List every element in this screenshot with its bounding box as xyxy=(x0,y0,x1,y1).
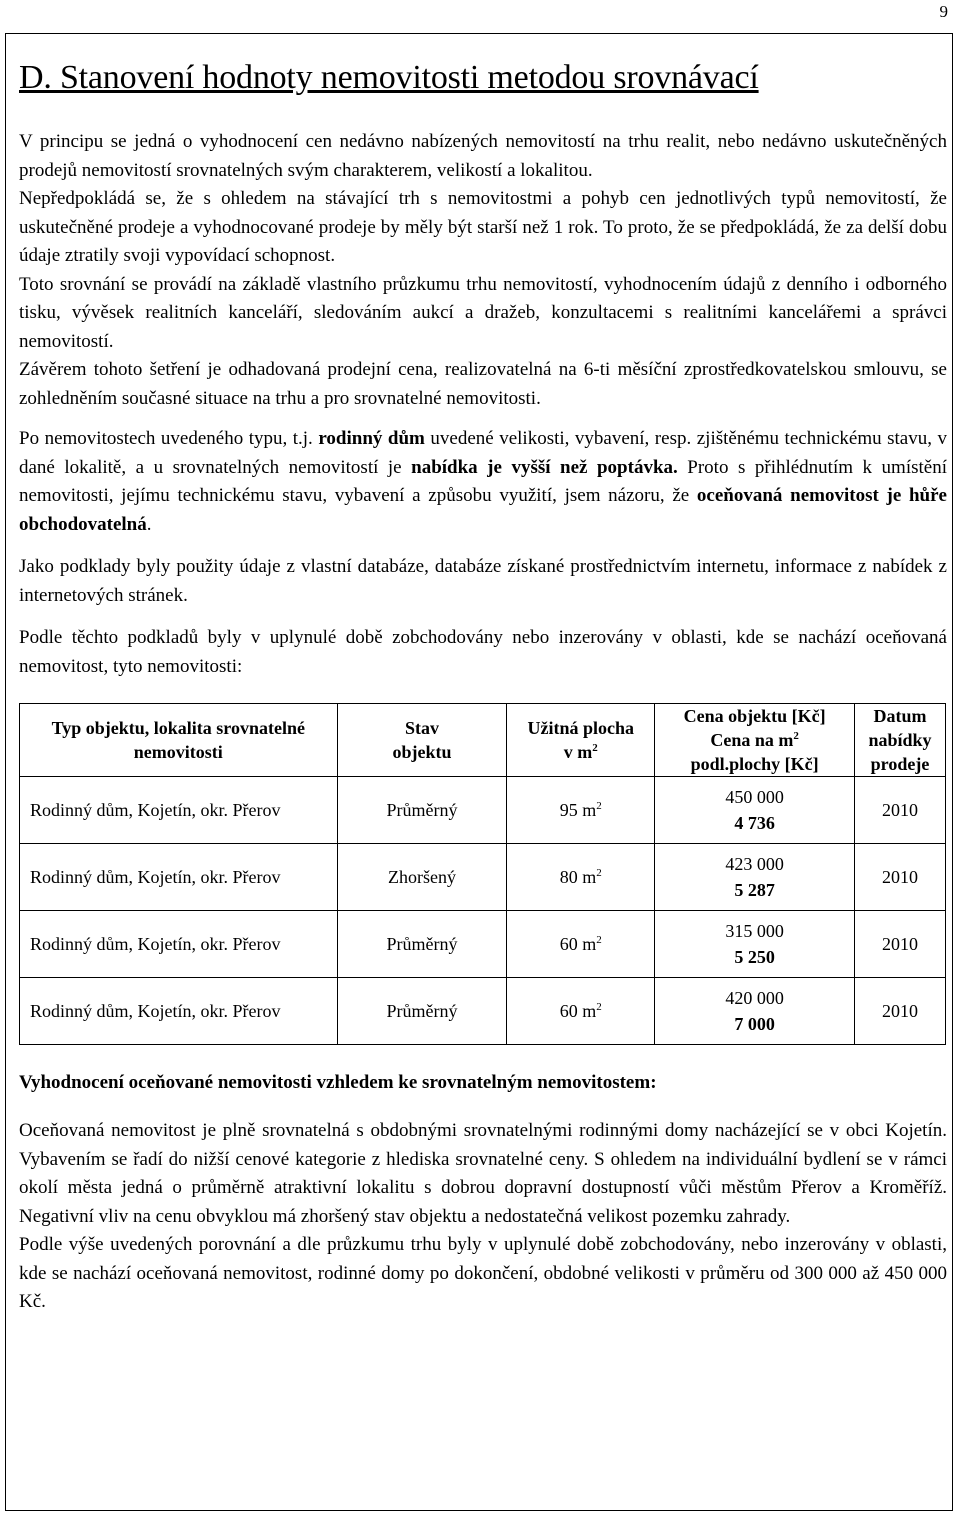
paragraph-method: Toto srovnání se provádí na základě vlastního průzkumu trhu nemovitostí, vyhodnocením údajů z denního i odborného tisku, vývěsek realitních kanceláří, sledováním aukcí a dražeb, konzultacemi s realitními kancelářemi a správci nemovitostí. xyxy=(19,273,947,352)
cell-condition: Průměrný xyxy=(337,978,507,1045)
header-price: Cena objektu [Kč] Cena na $m^2$ podl.plochy [Kč] xyxy=(655,704,855,777)
paragraph-result: Podle výše uvedených porovnání a dle průzkumu trhu byly v uplynulé době zobchodovány, nebo inzerovány v oblasti, kde se nachází oceňovaná nemovitost, rodinné domy po dokončení, obdobné velikosti v průměru od 300 000 až 450 000 Kč. xyxy=(19,1234,947,1312)
header-condition: Stav objektu xyxy=(337,704,507,777)
emphasis-hard-to-trade: oceňovaná nemovitost je hůře obchodovatelná xyxy=(19,485,947,535)
cell-condition: Průměrný xyxy=(337,911,507,978)
paragraph-conclusion: Závěrem tohoto šetření je odhadovaná prodejní cena, realizovatelná na 6-ti měsíční zprostředkovatelskou smlouvu, se zohledněním současné situace na trhu a pro srovnatelné nemovitosti. xyxy=(19,359,947,409)
cell-type: Rodinný dům, Kojetín, okr. Přerov xyxy=(20,978,338,1045)
header-date: Datum nabídky prodeje xyxy=(855,704,946,777)
table-header-row xyxy=(20,704,946,777)
table-row xyxy=(20,777,946,844)
document-body xyxy=(19,58,947,1317)
cell-type: Rodinný dům, Kojetín, okr. Přerov xyxy=(20,911,338,978)
cell-price: 450 000 4 736 xyxy=(655,777,855,844)
evaluation-heading: Vyhodnocení oceňované nemovitosti vzhledem ke srovnatelným nemovitostem: xyxy=(19,1072,657,1093)
header-type: Typ objektu, lokalita srovnatelné nemovitosti xyxy=(20,704,338,777)
table-row xyxy=(20,911,946,978)
cell-date: 2010 xyxy=(855,777,946,844)
cell-date: 2010 xyxy=(855,911,946,978)
page-number: 9 xyxy=(939,2,948,21)
cell-price: 420 000 7 000 xyxy=(655,978,855,1045)
header-area: Užitná plocha v $m^2$ xyxy=(507,704,655,777)
cell-type: Rodinný dům, Kojetín, okr. Přerov xyxy=(20,777,338,844)
comparison-table xyxy=(19,703,946,1045)
table-row xyxy=(20,844,946,911)
cell-price: 423 000 5 287 xyxy=(655,844,855,911)
cell-condition: Zhoršený xyxy=(337,844,507,911)
paragraph-principle: V principu se jedná o vyhodnocení cen nedávno nabízených nemovitostí na trhu realit, nebo nedávno uskutečněných prodejů nemovitostí srovnatelných svým charakterem, velikostí a lokalitou. xyxy=(19,131,947,181)
paragraph-age: Nepředpokládá se, že s ohledem na stávající trh s nemovitostmi a pohyb cen jednotlivých typů nemovitostí, že uskutečněné prodeje a vyhodnocované prodeje by měly být starší než 1 rok. To proto, že se předpokládá, že za delší dobu údaje ztratily svoji vypovídací schopnost. xyxy=(19,188,947,266)
cell-type: Rodinný dům, Kojetín, okr. Přerov xyxy=(20,844,338,911)
cell-price: 315 000 5 250 xyxy=(655,911,855,978)
section-heading: D. Stanovení hodnoty nemovitosti metodou srovnávací xyxy=(19,59,759,96)
table-row xyxy=(20,978,946,1045)
cell-date: 2010 xyxy=(855,844,946,911)
cell-area: 95 $m^2$ xyxy=(507,777,655,844)
paragraph-market-assessment: Po nemovitostech uvedeného typu, t.j. rodinný dům uvedené velikosti, vybavení, resp. zjištěnému technickému stavu, v dané lokalitě, a u srovnatelných nemovitostí je nabídka je vyšší než poptávka. Proto s přihlédnutím k umístění nemovitosti, jejímu technickému stavu, vybavení a způsobu využití, jsem názoru, že oceňovaná nemovitost je hůře obchodovatelná. xyxy=(19,428,947,535)
cell-area: 60 $m^2$ xyxy=(507,911,655,978)
paragraph-sources: Jako podklady byly použity údaje z vlastní databáze, databáze získané prostřednictvím internetu, informace z nabídek z internetových stránek. xyxy=(19,556,947,606)
paragraph-evaluation: Oceňovaná nemovitost je plně srovnatelná s obdobnými srovnatelnými rodinnými domy nacházející se v obci Kojetín. Vybavením se řadí do nižší cenové kategorie z hlediska srovnatelné ceny. S ohledem na individuální bydlení se v rámci okolí města jedná o průměrně atraktivní lokalitu s dobrou dopravní dostupností vůči městům Přerov a Kroměříž. Negativní vliv na cenu obvyklou má zhoršený stav objektu a nedostatečná velikost pozemku zahrady. xyxy=(19,1120,947,1227)
emphasis-family-house: rodinný dům xyxy=(318,428,425,449)
cell-area: 80 $m^2$ xyxy=(507,844,655,911)
cell-date: 2010 xyxy=(855,978,946,1045)
cell-area: 60 $m^2$ xyxy=(507,978,655,1045)
emphasis-supply-demand: nabídka je vyšší než poptávka. xyxy=(411,456,678,478)
paragraph-table-intro: Podle těchto podkladů byly v uplynulé době zobchodovány nebo inzerovány v oblasti, kde se nachází oceňovaná nemovitost, tyto nemovitosti: xyxy=(19,627,947,677)
cell-condition: Průměrný xyxy=(337,777,507,844)
